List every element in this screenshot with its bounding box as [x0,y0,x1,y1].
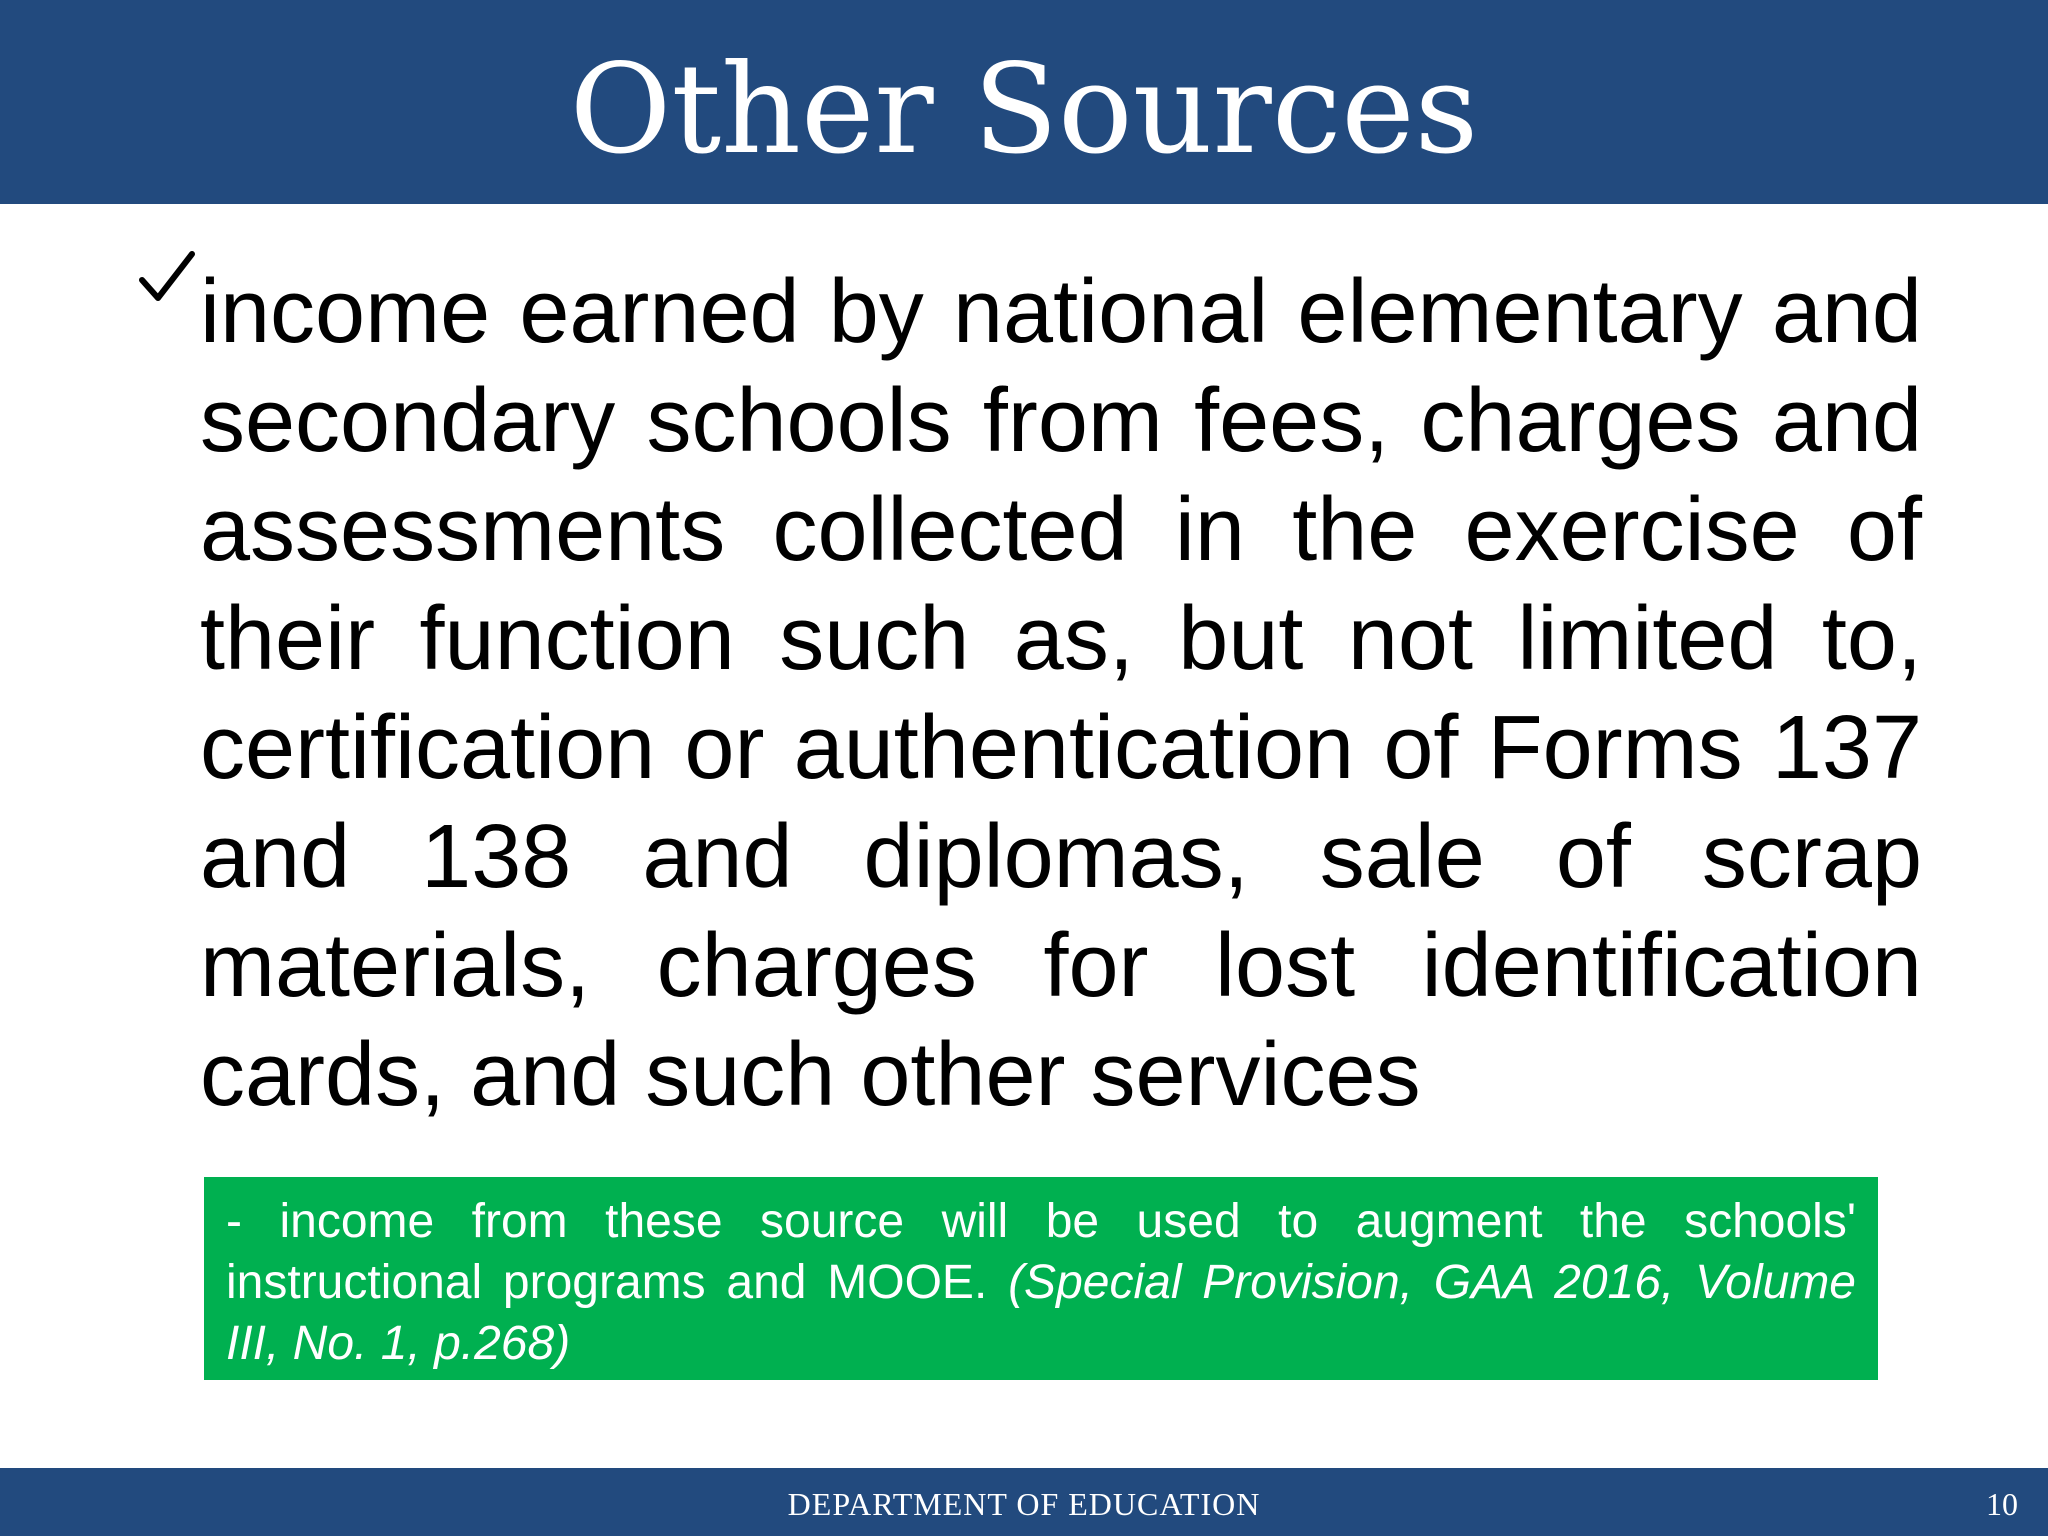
note-citation: (Special Provision, GAA 2016, Volume III, No. 1, p.268) [226,1256,1856,1370]
slide-title: Other Sources [569,38,1479,182]
page-number: 10 [1986,1486,2018,1522]
checkmark-icon [136,248,196,308]
note-text: - income from these source will be used to augment the schools' instructional programs and MOOE. [226,1195,1856,1309]
note-box [204,1177,1878,1380]
footer-department: DEPARTMENT OF EDUCATION [787,1486,1261,1522]
bullet-text: income earned by national elementary and secondary schools from fees, charges and assessments collected in the exercise of their function such as, but not limited to, certification or authentication of Forms 137 and 138 and diplomas, sale of scrap materials, charges for lost identification cards, and such other services [200,262,1922,1125]
